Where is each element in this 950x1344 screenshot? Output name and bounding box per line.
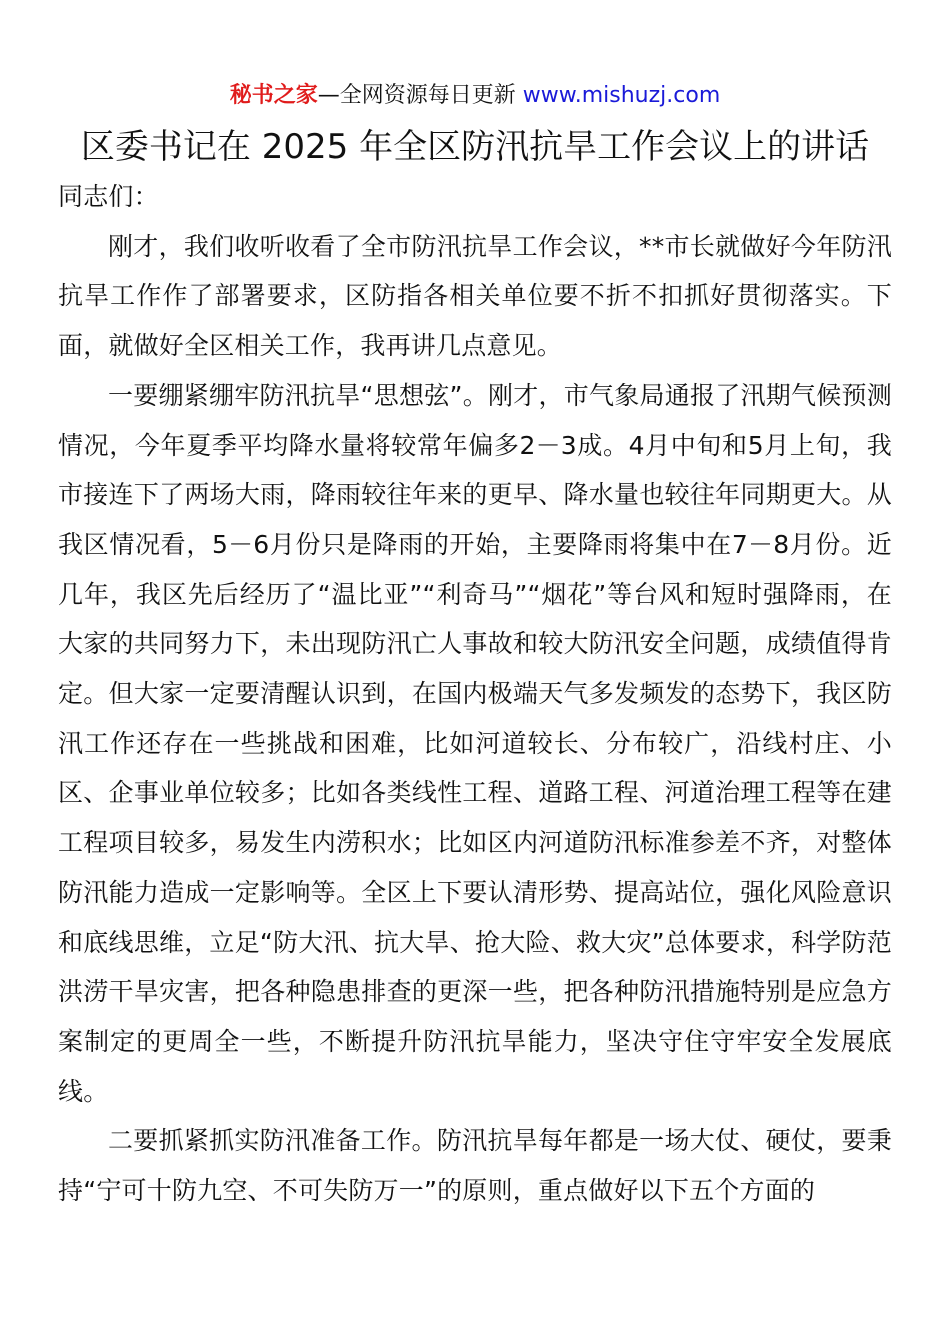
greeting: 同志们： [58,182,159,211]
document-title: 区委书记在 2025 年全区防汛抗旱工作会议上的讲话 [80,127,870,167]
site-url-link[interactable]: www.mishuzj.com [522,83,721,108]
site-header [0,80,950,112]
site-slogan: —全网资源每日更新 [317,83,516,108]
document-body [58,172,892,1216]
paragraph: 一要绷紧绷牢防汛抗旱“思想弦”。刚才，市气象局通报了汛期气候预测情况，今年夏季平均降水量将较常年偏多2－3成。4月中旬和5月上旬，我市接连下了两场大雨，降雨较往年来的更早、降水量也较往年同期更大。从我区情况看，5－6月份只是降雨的开始，主要降雨将集中在7－8月份。近几年，我区先后经历了“温比亚”“利奇马”“烟花”等台风和短时强降雨，在大家的共同努力下，未出现防汛亡人事故和较大防汛安全问题，成绩值得肯定。但大家一定要清醒认识到，在国内极端天气多发频发的态势下，我区防汛工作还存在一些挑战和困难，比如河道较长、分布较广，沿线村庄、小区、企事业单位较多；比如各类线性工程、道路工程、河道治理工程等在建工程项目较多，易发生内涝积水；比如区内河道防汛标准参差不齐，对整体防汛能力造成一定影响等。全区上下要认清形势、提高站位，强化风险意识和底线思维，立足“防大汛、抗大旱、抢大险、救大灾”总体要求，科学防范洪涝干旱灾害，把各种隐患排查的更深一些，把各种防汛措施特别是应急方案制定的更周全一些，不断提升防汛抗旱能力，坚决守住守牢安全发展底线。 [58,380,892,1106]
paragraph: 二要抓紧抓实防汛准备工作。防汛抗旱每年都是一场大仗、硬仗，要秉持“宁可十防九空、不可失防万一”的原则，重点做好以下五个方面的 [58,1126,892,1206]
site-brand: 秘书之家 [229,83,318,108]
paragraph: 刚才，我们收听收看了全市防汛抗旱工作会议，**市长就做好今年防汛抗旱工作作了部署要求，区防指各相关单位要不折不扣抓好贯彻落实。下面，就做好全区相关工作，我再讲几点意见。 [58,231,892,361]
